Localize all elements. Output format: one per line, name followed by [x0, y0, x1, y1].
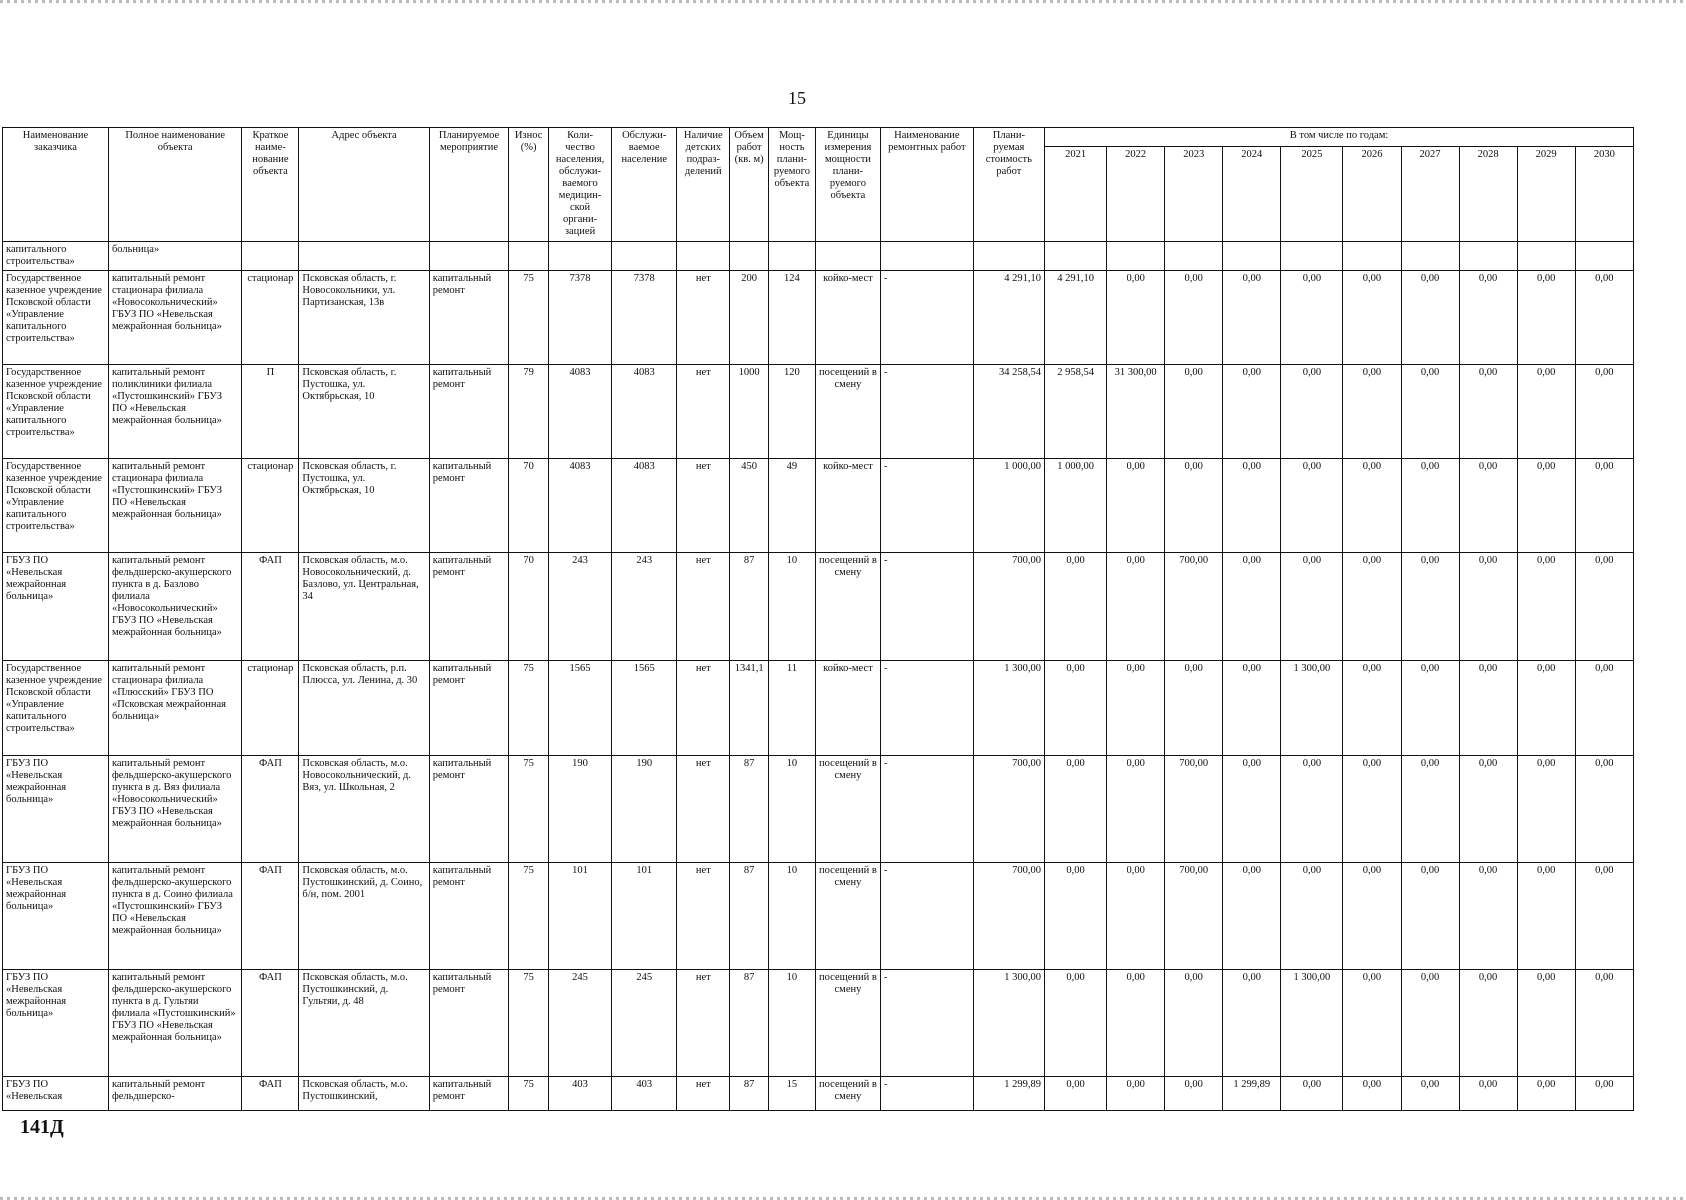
- cell-year-2029: 0,00: [1517, 863, 1575, 970]
- cell-units: посещений в смену: [815, 553, 880, 661]
- cell-year-2022: 0,00: [1107, 661, 1165, 756]
- cell-full-name: капитальный ремонт фельдшерско-: [108, 1077, 241, 1111]
- cell-address: Псковская область, м.о. Пустошкинский, д. Соино, б/н, пом. 2001: [299, 863, 429, 970]
- cell-year-2024: 0,00: [1223, 553, 1281, 661]
- cell-customer: ГБУЗ ПО «Невельская межрайонная больница»: [3, 553, 109, 661]
- cell-year-2029: 0,00: [1517, 1077, 1575, 1111]
- cell-capacity: 120: [768, 365, 815, 459]
- cell-short-name: ФАП: [242, 553, 299, 661]
- cell-full-name: больница»: [108, 242, 241, 271]
- cell-units: посещений в смену: [815, 970, 880, 1077]
- cell-year-2025: 0,00: [1281, 271, 1343, 365]
- cell-volume: 1341,1: [730, 661, 769, 756]
- cell-activity: капитальный ремонт: [429, 970, 508, 1077]
- cell-year-2028: 0,00: [1459, 756, 1517, 863]
- cell-year-2026: 0,00: [1343, 553, 1401, 661]
- cell-wear: 70: [509, 459, 549, 553]
- cell-year-2029: 0,00: [1517, 459, 1575, 553]
- table-row: [3, 1077, 1634, 1111]
- cell-address: Псковская область, м.о. Новосокольнический, д. Вяз, ул. Школьная, 2: [299, 756, 429, 863]
- header-customer: Наименование заказчика: [3, 128, 109, 242]
- cell-repair-name: -: [881, 661, 974, 756]
- cell-year-2030: 0,00: [1575, 756, 1633, 863]
- cell-year-2027: 0,00: [1401, 970, 1459, 1077]
- cell-year-2029: 0,00: [1517, 553, 1575, 661]
- header-year: 2026: [1343, 147, 1401, 242]
- cell-year-2024: 0,00: [1223, 459, 1281, 553]
- cell-year-2028: 0,00: [1459, 365, 1517, 459]
- cell-wear: 75: [509, 661, 549, 756]
- cell-year-2024: 0,00: [1223, 970, 1281, 1077]
- cell-customer: ГБУЗ ПО «Невельская: [3, 1077, 109, 1111]
- cell-short-name: ФАП: [242, 1077, 299, 1111]
- cell-repair-name: -: [881, 970, 974, 1077]
- cell-year-2022: 0,00: [1107, 756, 1165, 863]
- cell-repair-name: -: [881, 365, 974, 459]
- cell-capacity: 10: [768, 756, 815, 863]
- cell-year-2022: 0,00: [1107, 271, 1165, 365]
- cell-served: 190: [612, 756, 677, 863]
- cell-year-2021: 4 291,10: [1045, 271, 1107, 365]
- cell-customer: Государственное казенное учреждение Псковской области «Управление капитального строительства»: [3, 271, 109, 365]
- cell-year-2028: 0,00: [1459, 970, 1517, 1077]
- cell-address: Псковская область, м.о. Пустошкинский, д. Гультяи, д. 48: [299, 970, 429, 1077]
- cell-volume: 87: [730, 970, 769, 1077]
- cell-year-2025: 0,00: [1281, 365, 1343, 459]
- cell-address: Псковская область, м.о. Новосокольнический, д. Базлово, ул. Центральная, 34: [299, 553, 429, 661]
- cell-full-name: капитальный ремонт стационара филиала «Новосокольнический» ГБУЗ ПО «Невельская межрайонная больница»: [108, 271, 241, 365]
- cell-repair-name: -: [881, 863, 974, 970]
- cell-volume: 450: [730, 459, 769, 553]
- cell-child-units: нет: [677, 271, 730, 365]
- header-volume: Объем работ (кв. м): [730, 128, 769, 242]
- cell-year-2028: 0,00: [1459, 459, 1517, 553]
- header-repair-name: Наименование ремонтных работ: [881, 128, 974, 242]
- cell-cost: 34 258,54: [973, 365, 1044, 459]
- cell-year-2026: 0,00: [1343, 365, 1401, 459]
- cell-cost: 700,00: [973, 553, 1044, 661]
- cell-wear: 75: [509, 1077, 549, 1111]
- cell-year-2022: 0,00: [1107, 1077, 1165, 1111]
- cell-year-2026: 0,00: [1343, 459, 1401, 553]
- cell-served: 403: [612, 1077, 677, 1111]
- cell-short-name: стационар: [242, 661, 299, 756]
- cell-population: 7378: [548, 271, 611, 365]
- cell-year-2029: 0,00: [1517, 271, 1575, 365]
- cell-activity: капитальный ремонт: [429, 271, 508, 365]
- cell-year-2028: 0,00: [1459, 661, 1517, 756]
- cell-served: 101: [612, 863, 677, 970]
- cell-units: койко-мест: [815, 271, 880, 365]
- cell-year-2025: 1 300,00: [1281, 970, 1343, 1077]
- cell-full-name: капитальный ремонт стационара филиала «Пустошкинский» ГБУЗ ПО «Невельская межрайонная больница»: [108, 459, 241, 553]
- cell-activity: капитальный ремонт: [429, 459, 508, 553]
- cell-year-2023: 0,00: [1165, 661, 1223, 756]
- cell-capacity: 11: [768, 661, 815, 756]
- cell-volume: 87: [730, 553, 769, 661]
- cell-repair-name: -: [881, 1077, 974, 1111]
- cell-population: 403: [548, 1077, 611, 1111]
- header-by-years: В том числе по годам:: [1045, 128, 1634, 147]
- cell-year-2027: 0,00: [1401, 661, 1459, 756]
- cell-customer: Государственное казенное учреждение Псковской области «Управление капитального строительства»: [3, 365, 109, 459]
- cell-year-2021: 0,00: [1045, 661, 1107, 756]
- cell-activity: капитальный ремонт: [429, 365, 508, 459]
- cell-year-2029: 0,00: [1517, 661, 1575, 756]
- cell-units: посещений в смену: [815, 365, 880, 459]
- header-address: Адрес объекта: [299, 128, 429, 242]
- cell-capacity: 10: [768, 863, 815, 970]
- cell-short-name: стационар: [242, 459, 299, 553]
- cell-year-2022: 0,00: [1107, 553, 1165, 661]
- cell-year-2026: 0,00: [1343, 756, 1401, 863]
- header-year: 2025: [1281, 147, 1343, 242]
- cell-child-units: нет: [677, 756, 730, 863]
- cell-year-2030: 0,00: [1575, 459, 1633, 553]
- cell-capacity: 49: [768, 459, 815, 553]
- cell-full-name: капитальный ремонт стационара филиала «Плюсский» ГБУЗ ПО «Псковская межрайонная больница»: [108, 661, 241, 756]
- cell-short-name: ФАП: [242, 863, 299, 970]
- cell-population: 4083: [548, 459, 611, 553]
- capital-repair-table: [2, 127, 1634, 1111]
- header-child-units: Наличие детских подраз- делений: [677, 128, 730, 242]
- header-wear: Износ (%): [509, 128, 549, 242]
- cell-customer: Государственное казенное учреждение Псковской области «Управление капитального строительства»: [3, 459, 109, 553]
- cell-volume: 1000: [730, 365, 769, 459]
- cell-child-units: нет: [677, 661, 730, 756]
- cell-year-2021: 0,00: [1045, 863, 1107, 970]
- cell-year-2025: 1 300,00: [1281, 661, 1343, 756]
- cell-child-units: нет: [677, 553, 730, 661]
- cell-year-2024: 0,00: [1223, 365, 1281, 459]
- cell-repair-name: -: [881, 271, 974, 365]
- cell-wear: 75: [509, 863, 549, 970]
- header-year: 2021: [1045, 147, 1107, 242]
- cell-year-2021: 0,00: [1045, 553, 1107, 661]
- cell-population: 243: [548, 553, 611, 661]
- cell-served: 1565: [612, 661, 677, 756]
- cell-served: 4083: [612, 459, 677, 553]
- cell-year-2022: 31 300,00: [1107, 365, 1165, 459]
- cell-address: Псковская область, г. Новосокольники, ул. Партизанская, 13в: [299, 271, 429, 365]
- cell-capacity: 15: [768, 1077, 815, 1111]
- cell-year-2025: 0,00: [1281, 863, 1343, 970]
- header-cost: Плани- руемая стоимость работ: [973, 128, 1044, 242]
- cell-child-units: нет: [677, 365, 730, 459]
- cell-full-name: капитальный ремонт фельдшерско-акушерского пункта в д. Вяз филиала «Новосокольнический» ГБУЗ ПО «Невельская межрайонная больница»: [108, 756, 241, 863]
- cell-year-2030: 0,00: [1575, 661, 1633, 756]
- header-units: Единицы измерения мощности плани- руемого объекта: [815, 128, 880, 242]
- cell-served: 243: [612, 553, 677, 661]
- cell-year-2024: 0,00: [1223, 756, 1281, 863]
- table-row: [3, 271, 1634, 365]
- table-row: [3, 756, 1634, 863]
- table-row: [3, 863, 1634, 970]
- cell-year-2025: 0,00: [1281, 756, 1343, 863]
- header-served: Обслужи- ваемое население: [612, 128, 677, 242]
- cell-repair-name: -: [881, 756, 974, 863]
- cell-wear: 70: [509, 553, 549, 661]
- cell-year-2022: 0,00: [1107, 459, 1165, 553]
- cell-repair-name: -: [881, 553, 974, 661]
- cell-full-name: капитальный ремонт фельдшерско-акушерского пункта в д. Соино филиала «Пустошкинский» ГБУЗ ПО «Невельская межрайонная больница»: [108, 863, 241, 970]
- header-short-name: Краткое наиме- нование объекта: [242, 128, 299, 242]
- cell-year-2021: 0,00: [1045, 1077, 1107, 1111]
- cell-wear: 75: [509, 756, 549, 863]
- cell-year-2027: 0,00: [1401, 365, 1459, 459]
- cell-year-2029: 0,00: [1517, 756, 1575, 863]
- cell-year-2024: 0,00: [1223, 661, 1281, 756]
- cell-child-units: нет: [677, 459, 730, 553]
- cell-full-name: капитальный ремонт фельдшерско-акушерского пункта в д. Базлово филиала «Новосокольнический» ГБУЗ ПО «Невельская межрайонная больница»: [108, 553, 241, 661]
- cell-address: Псковская область, г. Пустошка, ул. Октябрьская, 10: [299, 459, 429, 553]
- cell-year-2024: 1 299,89: [1223, 1077, 1281, 1111]
- cell-address: Псковская область, р.п. Плюсса, ул. Ленина, д. 30: [299, 661, 429, 756]
- cell-cost: 1 299,89: [973, 1077, 1044, 1111]
- cell-year-2030: 0,00: [1575, 553, 1633, 661]
- cell-year-2030: 0,00: [1575, 271, 1633, 365]
- cell-cost: 700,00: [973, 756, 1044, 863]
- page-number: 15: [788, 88, 806, 108]
- header-year: 2022: [1107, 147, 1165, 242]
- header-year: 2029: [1517, 147, 1575, 242]
- cell-population: 4083: [548, 365, 611, 459]
- cell-address: Псковская область, м.о. Пустошкинский,: [299, 1077, 429, 1111]
- header-year: 2028: [1459, 147, 1517, 242]
- cell-capacity: 10: [768, 553, 815, 661]
- table-body: [3, 242, 1634, 1111]
- cell-year-2023: 0,00: [1165, 970, 1223, 1077]
- cell-year-2023: 0,00: [1165, 365, 1223, 459]
- cell-cost: 4 291,10: [973, 271, 1044, 365]
- table-row: [3, 365, 1634, 459]
- cell-activity: капитальный ремонт: [429, 1077, 508, 1111]
- cell-wear: 79: [509, 365, 549, 459]
- cell-short-name: ФАП: [242, 970, 299, 1077]
- cell-year-2023: 700,00: [1165, 863, 1223, 970]
- header-activity: Планируемое мероприятие: [429, 128, 508, 242]
- cell-year-2024: 0,00: [1223, 863, 1281, 970]
- cell-served: 7378: [612, 271, 677, 365]
- cell-units: койко-мест: [815, 661, 880, 756]
- cell-volume: 200: [730, 271, 769, 365]
- table-row: [3, 970, 1634, 1077]
- document-code: 141Д: [20, 1116, 64, 1138]
- cell-year-2026: 0,00: [1343, 271, 1401, 365]
- cell-year-2027: 0,00: [1401, 271, 1459, 365]
- cell-cost: 1 300,00: [973, 970, 1044, 1077]
- cell-short-name: П: [242, 365, 299, 459]
- cell-year-2027: 0,00: [1401, 553, 1459, 661]
- cell-year-2030: 0,00: [1575, 970, 1633, 1077]
- cell-year-2027: 0,00: [1401, 756, 1459, 863]
- cell-volume: 87: [730, 1077, 769, 1111]
- cell-capacity: 124: [768, 271, 815, 365]
- cell-served: 245: [612, 970, 677, 1077]
- cell-year-2021: 0,00: [1045, 970, 1107, 1077]
- cell-year-2023: 700,00: [1165, 553, 1223, 661]
- header-year: 2027: [1401, 147, 1459, 242]
- cell-year-2023: 700,00: [1165, 756, 1223, 863]
- cell-units: посещений в смену: [815, 863, 880, 970]
- cell-cost: 1 300,00: [973, 661, 1044, 756]
- cell-year-2023: 0,00: [1165, 1077, 1223, 1111]
- cell-short-name: ФАП: [242, 756, 299, 863]
- cell-address: Псковская область, г. Пустошка, ул. Октябрьская, 10: [299, 365, 429, 459]
- cell-activity: капитальный ремонт: [429, 553, 508, 661]
- cell-wear: 75: [509, 970, 549, 1077]
- cell-capacity: 10: [768, 970, 815, 1077]
- cell-year-2021: 0,00: [1045, 756, 1107, 863]
- cell-repair-name: -: [881, 459, 974, 553]
- table-row: [3, 661, 1634, 756]
- cell-year-2026: 0,00: [1343, 661, 1401, 756]
- cell-full-name: капитальный ремонт поликлиники филиала «Пустошкинский» ГБУЗ ПО «Невельская межрайонная больница»: [108, 365, 241, 459]
- cell-year-2030: 0,00: [1575, 365, 1633, 459]
- header-capacity: Мощ- ность плани- руемого объекта: [768, 128, 815, 242]
- cell-year-2025: 0,00: [1281, 1077, 1343, 1111]
- cell-year-2023: 0,00: [1165, 459, 1223, 553]
- cell-units: койко-мест: [815, 459, 880, 553]
- cell-population: 101: [548, 863, 611, 970]
- cell-year-2027: 0,00: [1401, 863, 1459, 970]
- header-full-name: Полное наименование объекта: [108, 128, 241, 242]
- cell-year-2028: 0,00: [1459, 1077, 1517, 1111]
- cell-year-2028: 0,00: [1459, 863, 1517, 970]
- cell-year-2026: 0,00: [1343, 970, 1401, 1077]
- cell-activity: капитальный ремонт: [429, 661, 508, 756]
- cell-year-2030: 0,00: [1575, 863, 1633, 970]
- table-row: [3, 459, 1634, 553]
- cell-customer: Государственное казенное учреждение Псковской области «Управление капитального строительства»: [3, 661, 109, 756]
- cell-year-2027: 0,00: [1401, 1077, 1459, 1111]
- cell-year-2024: 0,00: [1223, 271, 1281, 365]
- header-row-1: [3, 128, 1634, 147]
- cell-wear: 75: [509, 271, 549, 365]
- table-row: [3, 553, 1634, 661]
- cell-customer: капитального строительства»: [3, 242, 109, 271]
- cell-cost: 700,00: [973, 863, 1044, 970]
- cell-customer: ГБУЗ ПО «Невельская межрайонная больница»: [3, 756, 109, 863]
- cell-year-2023: 0,00: [1165, 271, 1223, 365]
- cell-population: 245: [548, 970, 611, 1077]
- cell-year-2027: 0,00: [1401, 459, 1459, 553]
- cell-year-2025: 0,00: [1281, 553, 1343, 661]
- cell-year-2029: 0,00: [1517, 365, 1575, 459]
- cell-year-2022: 0,00: [1107, 863, 1165, 970]
- continuation-row: [3, 242, 1634, 271]
- cell-year-2029: 0,00: [1517, 970, 1575, 1077]
- header-population: Коли- чество населения, обслужи- ваемого медицин- ской органи- зацией: [548, 128, 611, 242]
- cell-year-2030: 0,00: [1575, 1077, 1633, 1111]
- cell-activity: капитальный ремонт: [429, 756, 508, 863]
- cell-population: 1565: [548, 661, 611, 756]
- cell-full-name: капитальный ремонт фельдшерско-акушерского пункта в д. Гультяи филиала «Пустошкинский» ГБУЗ ПО «Невельская межрайонная больница»: [108, 970, 241, 1077]
- cell-year-2021: 2 958,54: [1045, 365, 1107, 459]
- header-year: 2024: [1223, 147, 1281, 242]
- cell-served: 4083: [612, 365, 677, 459]
- cell-short-name: стационар: [242, 271, 299, 365]
- cell-year-2026: 0,00: [1343, 863, 1401, 970]
- cell-units: посещений в смену: [815, 1077, 880, 1111]
- cell-year-2021: 1 000,00: [1045, 459, 1107, 553]
- scan-edge-top: [0, 0, 1686, 3]
- cell-activity: капитальный ремонт: [429, 863, 508, 970]
- cell-year-2028: 0,00: [1459, 553, 1517, 661]
- cell-units: посещений в смену: [815, 756, 880, 863]
- cell-child-units: нет: [677, 1077, 730, 1111]
- cell-child-units: нет: [677, 970, 730, 1077]
- cell-year-2025: 0,00: [1281, 459, 1343, 553]
- cell-population: 190: [548, 756, 611, 863]
- cell-year-2022: 0,00: [1107, 970, 1165, 1077]
- header-year: 2030: [1575, 147, 1633, 242]
- cell-customer: ГБУЗ ПО «Невельская межрайонная больница»: [3, 970, 109, 1077]
- cell-child-units: нет: [677, 863, 730, 970]
- cell-year-2026: 0,00: [1343, 1077, 1401, 1111]
- cell-volume: 87: [730, 756, 769, 863]
- cell-customer: ГБУЗ ПО «Невельская межрайонная больница»: [3, 863, 109, 970]
- cell-year-2028: 0,00: [1459, 271, 1517, 365]
- cell-cost: 1 000,00: [973, 459, 1044, 553]
- cell-volume: 87: [730, 863, 769, 970]
- header-year: 2023: [1165, 147, 1223, 242]
